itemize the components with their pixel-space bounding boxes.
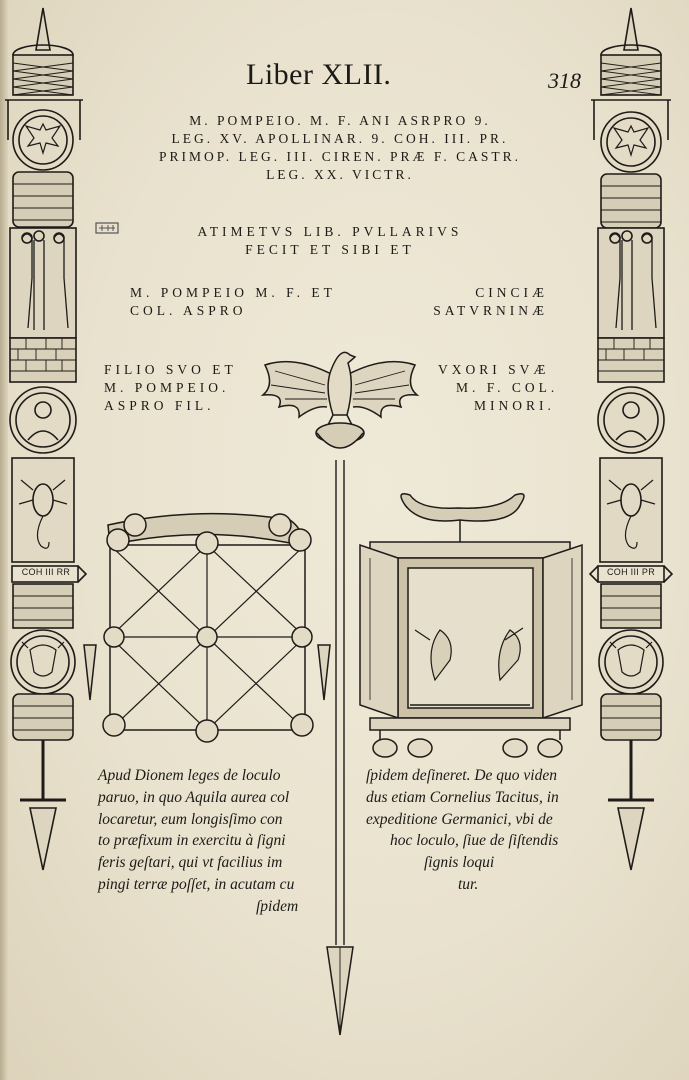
inscription-left-line: COL. ASPRO	[130, 303, 247, 318]
caption-line: dus etiam Cornelius Tacitus, in	[366, 788, 559, 806]
caption-line: ſpidem	[256, 897, 299, 915]
inscription-right-lower: VXORI SVÆ	[438, 362, 550, 377]
caption-line: hoc loculo, ſiue de ſiſtendis	[390, 832, 559, 850]
inscription-left-lower: ASPRO FIL.	[104, 398, 215, 413]
loculus-lattice-illustration	[80, 495, 340, 755]
page-title: Liber XLII.	[246, 58, 392, 91]
left-standard-label: COH III RR	[21, 567, 71, 577]
inscription-line: M. POMPEIO. M. F. ANI ASRPRO 9.	[189, 113, 491, 128]
caption-line: ſignis loqui	[424, 854, 495, 872]
caption-line: to præfixum in exercitu à ſigni	[98, 832, 286, 850]
inscription-line: LEG. XX. VICTR.	[266, 167, 414, 182]
caption-left	[98, 765, 318, 918]
right-standard-label: COH III PR	[606, 567, 655, 577]
inscription-right-line: CINCIÆ	[475, 285, 548, 300]
ornament-mark	[94, 220, 122, 238]
inscription-left-lower: FILIO SVO ET	[104, 362, 237, 377]
caption-line: pingi terræ poſſet, in acutam cu	[98, 875, 295, 893]
caption-line: Apud Dionem leges de loculo	[98, 767, 281, 784]
right-military-standard-illustration	[588, 0, 683, 880]
caption-right	[366, 765, 586, 896]
caption-line: tur.	[458, 875, 479, 893]
inscription-left-lower: M. POMPEIO.	[104, 380, 230, 395]
caption-line: paruo, in quo Aquila aurea col	[98, 788, 290, 806]
caption-line: feris geſtari, qui vt facilius im	[98, 854, 283, 872]
caption-line: expeditione Germanici, vbi de	[366, 810, 553, 828]
inscription-line: FECIT ET SIBI ET	[245, 242, 415, 257]
inscription-right-line: SATVRNINÆ	[433, 303, 548, 318]
inscription-line: ATIMETVS LIB. PVLLARIVS	[197, 224, 463, 239]
inscription-right-lower: M. F. COL.	[456, 380, 559, 395]
inscription-line: PRIMOP. LEG. III. CIREN. PRÆ F. CASTR.	[159, 149, 521, 164]
caption-line: locaretur, eum longisſimo con	[98, 810, 283, 828]
inscription-line: LEG. XV. APOLLINAR. 9. COH. III. PR.	[171, 131, 509, 146]
page-number: 318	[548, 68, 581, 93]
caption-line: ſpidem deſineret. De quo viden	[366, 767, 557, 784]
loculus-cabinet-illustration	[350, 490, 590, 770]
inscription-left-line: M. POMPEIO M. F. ET	[130, 285, 336, 300]
inscription-right-lower: MINORI.	[474, 398, 555, 413]
